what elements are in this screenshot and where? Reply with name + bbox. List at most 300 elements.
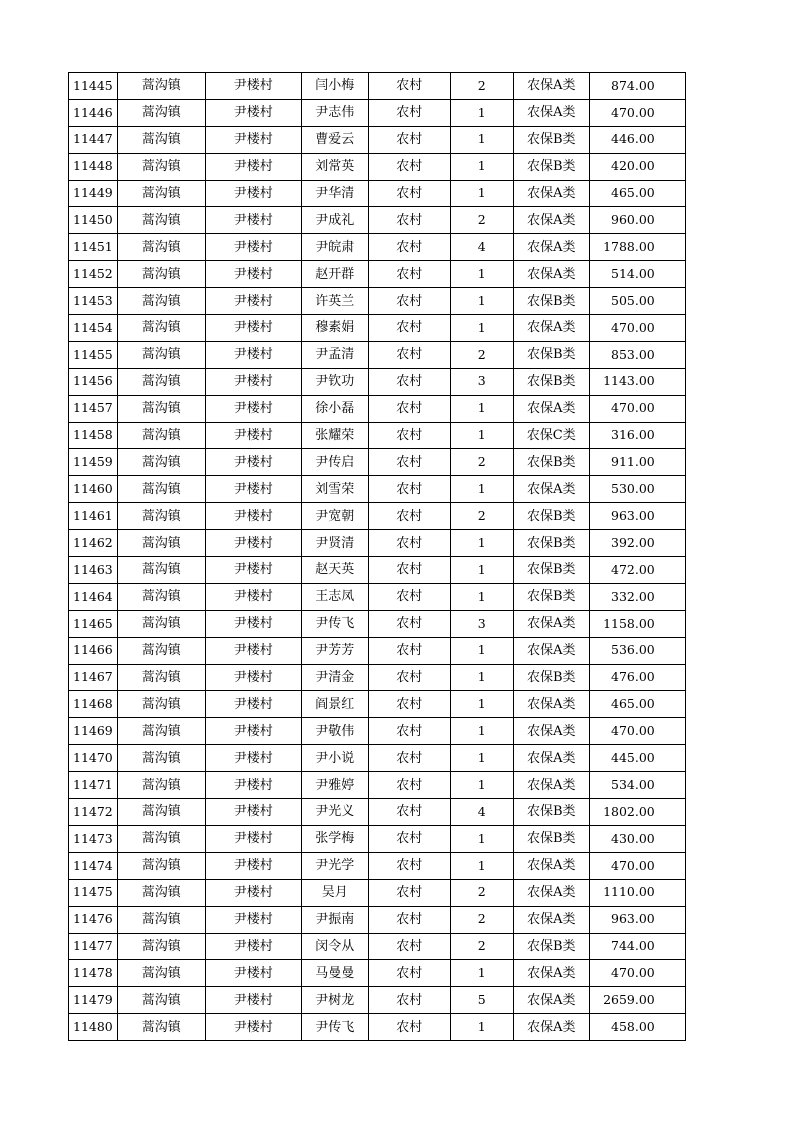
- cell-household-count: 1: [450, 825, 513, 852]
- cell-village: 尹楼村: [205, 637, 301, 664]
- table-row: [69, 610, 686, 637]
- table-row: [69, 73, 686, 100]
- cell-town: 蒿沟镇: [117, 341, 205, 368]
- cell-record-id: 11449: [69, 180, 118, 207]
- cell-person-name: 闫小梅: [301, 73, 368, 100]
- cell-insurance-category: 农保B类: [513, 288, 589, 315]
- cell-area-type: 农村: [368, 691, 450, 718]
- table-row: [69, 691, 686, 718]
- cell-household-count: 1: [450, 664, 513, 691]
- cell-town: 蒿沟镇: [117, 153, 205, 180]
- cell-town: 蒿沟镇: [117, 1014, 205, 1041]
- table-row: [69, 341, 686, 368]
- cell-household-count: 5: [450, 987, 513, 1014]
- cell-household-count: 1: [450, 126, 513, 153]
- cell-amount: 1788.00: [589, 234, 685, 261]
- cell-person-name: 闵令从: [301, 933, 368, 960]
- cell-person-name: 赵天英: [301, 557, 368, 584]
- cell-amount: 332.00: [589, 583, 685, 610]
- cell-amount: 744.00: [589, 933, 685, 960]
- cell-insurance-category: 农保A类: [513, 691, 589, 718]
- cell-record-id: 11459: [69, 449, 118, 476]
- cell-insurance-category: 农保B类: [513, 799, 589, 826]
- cell-town: 蒿沟镇: [117, 852, 205, 879]
- cell-town: 蒿沟镇: [117, 180, 205, 207]
- table-row: [69, 530, 686, 557]
- cell-record-id: 11477: [69, 933, 118, 960]
- cell-insurance-category: 农保A类: [513, 772, 589, 799]
- cell-record-id: 11472: [69, 799, 118, 826]
- cell-insurance-category: 农保A类: [513, 906, 589, 933]
- cell-area-type: 农村: [368, 1014, 450, 1041]
- cell-village: 尹楼村: [205, 987, 301, 1014]
- cell-town: 蒿沟镇: [117, 207, 205, 234]
- cell-person-name: 尹雅婷: [301, 772, 368, 799]
- cell-area-type: 农村: [368, 772, 450, 799]
- cell-town: 蒿沟镇: [117, 906, 205, 933]
- cell-person-name: 尹敬伟: [301, 718, 368, 745]
- cell-person-name: 尹清金: [301, 664, 368, 691]
- table-row: [69, 368, 686, 395]
- cell-record-id: 11471: [69, 772, 118, 799]
- table-row: [69, 933, 686, 960]
- table-row: [69, 261, 686, 288]
- cell-household-count: 1: [450, 422, 513, 449]
- cell-household-count: 1: [450, 745, 513, 772]
- table-row: [69, 799, 686, 826]
- cell-insurance-category: 农保A类: [513, 315, 589, 342]
- cell-village: 尹楼村: [205, 180, 301, 207]
- cell-town: 蒿沟镇: [117, 368, 205, 395]
- cell-household-count: 1: [450, 288, 513, 315]
- cell-town: 蒿沟镇: [117, 315, 205, 342]
- cell-area-type: 农村: [368, 422, 450, 449]
- cell-insurance-category: 农保B类: [513, 557, 589, 584]
- cell-record-id: 11469: [69, 718, 118, 745]
- cell-record-id: 11468: [69, 691, 118, 718]
- cell-town: 蒿沟镇: [117, 73, 205, 100]
- cell-person-name: 马曼曼: [301, 960, 368, 987]
- cell-amount: 470.00: [589, 99, 685, 126]
- cell-record-id: 11452: [69, 261, 118, 288]
- cell-record-id: 11456: [69, 368, 118, 395]
- cell-person-name: 吴月: [301, 879, 368, 906]
- cell-amount: 1143.00: [589, 368, 685, 395]
- cell-village: 尹楼村: [205, 315, 301, 342]
- cell-record-id: 11448: [69, 153, 118, 180]
- cell-town: 蒿沟镇: [117, 987, 205, 1014]
- cell-household-count: 1: [450, 718, 513, 745]
- cell-village: 尹楼村: [205, 73, 301, 100]
- cell-person-name: 穆素娟: [301, 315, 368, 342]
- cell-insurance-category: 农保A类: [513, 395, 589, 422]
- cell-person-name: 许英兰: [301, 288, 368, 315]
- cell-area-type: 农村: [368, 207, 450, 234]
- cell-area-type: 农村: [368, 503, 450, 530]
- cell-town: 蒿沟镇: [117, 960, 205, 987]
- cell-amount: 465.00: [589, 180, 685, 207]
- cell-amount: 960.00: [589, 207, 685, 234]
- cell-record-id: 11461: [69, 503, 118, 530]
- cell-amount: 534.00: [589, 772, 685, 799]
- cell-person-name: 尹光学: [301, 852, 368, 879]
- cell-town: 蒿沟镇: [117, 879, 205, 906]
- cell-amount: 476.00: [589, 664, 685, 691]
- cell-insurance-category: 农保A类: [513, 207, 589, 234]
- table-row: [69, 557, 686, 584]
- cell-record-id: 11450: [69, 207, 118, 234]
- cell-person-name: 尹钦功: [301, 368, 368, 395]
- cell-household-count: 2: [450, 906, 513, 933]
- cell-town: 蒿沟镇: [117, 476, 205, 503]
- cell-village: 尹楼村: [205, 476, 301, 503]
- cell-person-name: 尹光义: [301, 799, 368, 826]
- cell-person-name: 尹孟清: [301, 341, 368, 368]
- cell-household-count: 2: [450, 879, 513, 906]
- cell-village: 尹楼村: [205, 933, 301, 960]
- cell-area-type: 农村: [368, 879, 450, 906]
- cell-insurance-category: 农保B类: [513, 368, 589, 395]
- cell-insurance-category: 农保B类: [513, 341, 589, 368]
- cell-insurance-category: 农保A类: [513, 637, 589, 664]
- cell-person-name: 张学梅: [301, 825, 368, 852]
- cell-household-count: 1: [450, 637, 513, 664]
- cell-insurance-category: 农保A类: [513, 745, 589, 772]
- cell-amount: 853.00: [589, 341, 685, 368]
- cell-village: 尹楼村: [205, 583, 301, 610]
- cell-record-id: 11470: [69, 745, 118, 772]
- cell-town: 蒿沟镇: [117, 664, 205, 691]
- cell-household-count: 1: [450, 180, 513, 207]
- cell-town: 蒿沟镇: [117, 126, 205, 153]
- table-row: [69, 906, 686, 933]
- table-row: [69, 1014, 686, 1041]
- cell-amount: 530.00: [589, 476, 685, 503]
- cell-insurance-category: 农保A类: [513, 852, 589, 879]
- cell-village: 尹楼村: [205, 960, 301, 987]
- cell-village: 尹楼村: [205, 691, 301, 718]
- cell-person-name: 徐小磊: [301, 395, 368, 422]
- cell-person-name: 尹皖肃: [301, 234, 368, 261]
- cell-record-id: 11479: [69, 987, 118, 1014]
- cell-area-type: 农村: [368, 664, 450, 691]
- cell-person-name: 尹华清: [301, 180, 368, 207]
- cell-household-count: 2: [450, 73, 513, 100]
- cell-amount: 874.00: [589, 73, 685, 100]
- cell-amount: 514.00: [589, 261, 685, 288]
- cell-village: 尹楼村: [205, 825, 301, 852]
- cell-area-type: 农村: [368, 530, 450, 557]
- cell-record-id: 11454: [69, 315, 118, 342]
- cell-household-count: 1: [450, 557, 513, 584]
- cell-record-id: 11451: [69, 234, 118, 261]
- table-row: [69, 960, 686, 987]
- table-row: [69, 772, 686, 799]
- cell-village: 尹楼村: [205, 395, 301, 422]
- cell-town: 蒿沟镇: [117, 234, 205, 261]
- cell-village: 尹楼村: [205, 745, 301, 772]
- cell-person-name: 尹传启: [301, 449, 368, 476]
- cell-person-name: 刘雪荣: [301, 476, 368, 503]
- cell-insurance-category: 农保A类: [513, 99, 589, 126]
- cell-insurance-category: 农保B类: [513, 530, 589, 557]
- cell-town: 蒿沟镇: [117, 99, 205, 126]
- cell-household-count: 1: [450, 530, 513, 557]
- cell-village: 尹楼村: [205, 799, 301, 826]
- cell-household-count: 2: [450, 207, 513, 234]
- cell-household-count: 1: [450, 772, 513, 799]
- cell-area-type: 农村: [368, 261, 450, 288]
- cell-household-count: 1: [450, 476, 513, 503]
- cell-village: 尹楼村: [205, 503, 301, 530]
- cell-person-name: 尹小说: [301, 745, 368, 772]
- cell-amount: 470.00: [589, 395, 685, 422]
- cell-town: 蒿沟镇: [117, 610, 205, 637]
- cell-person-name: 尹志伟: [301, 99, 368, 126]
- cell-village: 尹楼村: [205, 126, 301, 153]
- cell-insurance-category: 农保B类: [513, 126, 589, 153]
- cell-area-type: 农村: [368, 987, 450, 1014]
- cell-household-count: 1: [450, 583, 513, 610]
- cell-town: 蒿沟镇: [117, 557, 205, 584]
- table-row: [69, 449, 686, 476]
- cell-insurance-category: 农保A类: [513, 73, 589, 100]
- cell-area-type: 农村: [368, 368, 450, 395]
- cell-household-count: 3: [450, 610, 513, 637]
- cell-village: 尹楼村: [205, 341, 301, 368]
- cell-village: 尹楼村: [205, 852, 301, 879]
- cell-village: 尹楼村: [205, 99, 301, 126]
- table-row: [69, 288, 686, 315]
- cell-record-id: 11473: [69, 825, 118, 852]
- cell-person-name: 尹成礼: [301, 207, 368, 234]
- cell-amount: 420.00: [589, 153, 685, 180]
- cell-town: 蒿沟镇: [117, 933, 205, 960]
- cell-village: 尹楼村: [205, 879, 301, 906]
- cell-village: 尹楼村: [205, 1014, 301, 1041]
- cell-record-id: 11453: [69, 288, 118, 315]
- cell-amount: 458.00: [589, 1014, 685, 1041]
- cell-area-type: 农村: [368, 906, 450, 933]
- cell-area-type: 农村: [368, 745, 450, 772]
- cell-household-count: 1: [450, 852, 513, 879]
- cell-town: 蒿沟镇: [117, 583, 205, 610]
- cell-record-id: 11480: [69, 1014, 118, 1041]
- cell-amount: 963.00: [589, 503, 685, 530]
- cell-record-id: 11447: [69, 126, 118, 153]
- cell-record-id: 11460: [69, 476, 118, 503]
- cell-area-type: 农村: [368, 341, 450, 368]
- cell-town: 蒿沟镇: [117, 799, 205, 826]
- cell-village: 尹楼村: [205, 153, 301, 180]
- cell-record-id: 11445: [69, 73, 118, 100]
- cell-record-id: 11474: [69, 852, 118, 879]
- cell-amount: 445.00: [589, 745, 685, 772]
- table-row: [69, 637, 686, 664]
- cell-town: 蒿沟镇: [117, 261, 205, 288]
- cell-record-id: 11465: [69, 610, 118, 637]
- cell-village: 尹楼村: [205, 610, 301, 637]
- cell-area-type: 农村: [368, 852, 450, 879]
- cell-area-type: 农村: [368, 933, 450, 960]
- cell-town: 蒿沟镇: [117, 503, 205, 530]
- cell-insurance-category: 农保A类: [513, 234, 589, 261]
- cell-village: 尹楼村: [205, 449, 301, 476]
- cell-amount: 316.00: [589, 422, 685, 449]
- cell-person-name: 尹贤清: [301, 530, 368, 557]
- cell-household-count: 1: [450, 960, 513, 987]
- cell-area-type: 农村: [368, 718, 450, 745]
- cell-insurance-category: 农保A类: [513, 476, 589, 503]
- cell-record-id: 11464: [69, 583, 118, 610]
- cell-village: 尹楼村: [205, 772, 301, 799]
- table-row: [69, 99, 686, 126]
- table-row: [69, 153, 686, 180]
- cell-area-type: 农村: [368, 449, 450, 476]
- cell-amount: 470.00: [589, 852, 685, 879]
- cell-village: 尹楼村: [205, 261, 301, 288]
- data-table: [68, 72, 686, 1041]
- cell-insurance-category: 农保A类: [513, 610, 589, 637]
- cell-person-name: 赵开群: [301, 261, 368, 288]
- table-row: [69, 879, 686, 906]
- cell-record-id: 11467: [69, 664, 118, 691]
- cell-person-name: 阎景红: [301, 691, 368, 718]
- cell-area-type: 农村: [368, 73, 450, 100]
- cell-insurance-category: 农保A类: [513, 180, 589, 207]
- cell-record-id: 11466: [69, 637, 118, 664]
- cell-amount: 1110.00: [589, 879, 685, 906]
- cell-record-id: 11446: [69, 99, 118, 126]
- table-row: [69, 180, 686, 207]
- table-row: [69, 583, 686, 610]
- cell-area-type: 农村: [368, 153, 450, 180]
- cell-household-count: 3: [450, 368, 513, 395]
- cell-person-name: 尹宽朝: [301, 503, 368, 530]
- cell-amount: 470.00: [589, 718, 685, 745]
- cell-town: 蒿沟镇: [117, 422, 205, 449]
- cell-village: 尹楼村: [205, 557, 301, 584]
- cell-person-name: 尹芳芳: [301, 637, 368, 664]
- cell-person-name: 尹树龙: [301, 987, 368, 1014]
- cell-area-type: 农村: [368, 825, 450, 852]
- cell-insurance-category: 农保A类: [513, 1014, 589, 1041]
- cell-household-count: 1: [450, 261, 513, 288]
- cell-amount: 446.00: [589, 126, 685, 153]
- cell-household-count: 2: [450, 449, 513, 476]
- cell-record-id: 11457: [69, 395, 118, 422]
- cell-area-type: 农村: [368, 799, 450, 826]
- cell-insurance-category: 农保A类: [513, 987, 589, 1014]
- cell-insurance-category: 农保A类: [513, 879, 589, 906]
- cell-amount: 1802.00: [589, 799, 685, 826]
- cell-person-name: 张耀荣: [301, 422, 368, 449]
- cell-insurance-category: 农保A类: [513, 718, 589, 745]
- cell-village: 尹楼村: [205, 664, 301, 691]
- cell-person-name: 尹传飞: [301, 610, 368, 637]
- table-row: [69, 852, 686, 879]
- cell-town: 蒿沟镇: [117, 745, 205, 772]
- cell-area-type: 农村: [368, 395, 450, 422]
- cell-record-id: 11455: [69, 341, 118, 368]
- cell-record-id: 11476: [69, 906, 118, 933]
- cell-area-type: 农村: [368, 960, 450, 987]
- cell-amount: 470.00: [589, 960, 685, 987]
- table-row: [69, 315, 686, 342]
- cell-insurance-category: 农保A类: [513, 960, 589, 987]
- cell-town: 蒿沟镇: [117, 288, 205, 315]
- cell-record-id: 11463: [69, 557, 118, 584]
- cell-amount: 472.00: [589, 557, 685, 584]
- cell-amount: 470.00: [589, 315, 685, 342]
- cell-area-type: 农村: [368, 180, 450, 207]
- table-row: [69, 476, 686, 503]
- cell-household-count: 1: [450, 691, 513, 718]
- cell-household-count: 1: [450, 315, 513, 342]
- cell-household-count: 4: [450, 799, 513, 826]
- cell-village: 尹楼村: [205, 234, 301, 261]
- cell-amount: 536.00: [589, 637, 685, 664]
- cell-area-type: 农村: [368, 557, 450, 584]
- cell-amount: 465.00: [589, 691, 685, 718]
- cell-household-count: 4: [450, 234, 513, 261]
- cell-area-type: 农村: [368, 99, 450, 126]
- cell-village: 尹楼村: [205, 422, 301, 449]
- table-row: [69, 718, 686, 745]
- cell-area-type: 农村: [368, 610, 450, 637]
- cell-town: 蒿沟镇: [117, 825, 205, 852]
- cell-household-count: 2: [450, 341, 513, 368]
- cell-household-count: 1: [450, 99, 513, 126]
- cell-village: 尹楼村: [205, 530, 301, 557]
- table-body: [69, 73, 686, 1041]
- cell-record-id: 11458: [69, 422, 118, 449]
- cell-village: 尹楼村: [205, 368, 301, 395]
- cell-town: 蒿沟镇: [117, 637, 205, 664]
- cell-insurance-category: 农保C类: [513, 422, 589, 449]
- cell-record-id: 11475: [69, 879, 118, 906]
- cell-amount: 963.00: [589, 906, 685, 933]
- table-row: [69, 126, 686, 153]
- cell-household-count: 2: [450, 933, 513, 960]
- cell-amount: 1158.00: [589, 610, 685, 637]
- cell-area-type: 农村: [368, 637, 450, 664]
- cell-amount: 430.00: [589, 825, 685, 852]
- cell-household-count: 2: [450, 503, 513, 530]
- cell-town: 蒿沟镇: [117, 449, 205, 476]
- cell-insurance-category: 农保B类: [513, 153, 589, 180]
- cell-village: 尹楼村: [205, 718, 301, 745]
- cell-amount: 2659.00: [589, 987, 685, 1014]
- table-row: [69, 987, 686, 1014]
- table-row: [69, 664, 686, 691]
- cell-village: 尹楼村: [205, 906, 301, 933]
- cell-area-type: 农村: [368, 288, 450, 315]
- cell-person-name: 刘常英: [301, 153, 368, 180]
- cell-person-name: 王志凤: [301, 583, 368, 610]
- cell-town: 蒿沟镇: [117, 691, 205, 718]
- cell-insurance-category: 农保B类: [513, 933, 589, 960]
- cell-insurance-category: 农保B类: [513, 825, 589, 852]
- cell-insurance-category: 农保B类: [513, 664, 589, 691]
- table-row: [69, 422, 686, 449]
- cell-household-count: 1: [450, 1014, 513, 1041]
- cell-area-type: 农村: [368, 234, 450, 261]
- table-row: [69, 207, 686, 234]
- cell-amount: 392.00: [589, 530, 685, 557]
- cell-record-id: 11478: [69, 960, 118, 987]
- cell-area-type: 农村: [368, 583, 450, 610]
